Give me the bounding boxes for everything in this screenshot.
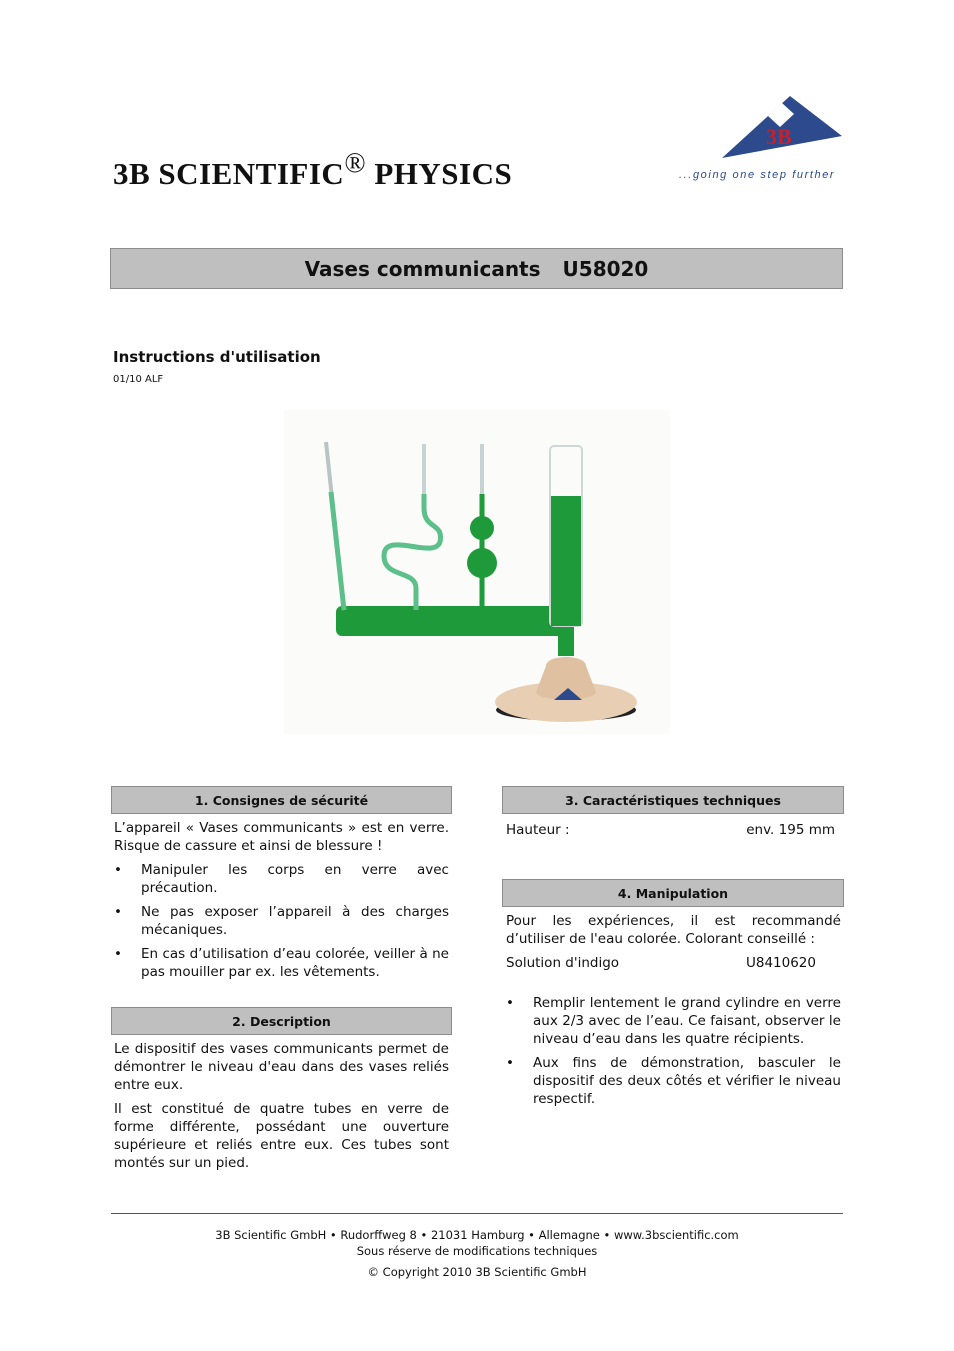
list-item: • Aux fins de démonstration, basculer le dispositif des deux côtés et vérifier le niveau respectif. xyxy=(506,1054,841,1108)
manipulation-section-body xyxy=(506,912,841,978)
description-paragraph: Il est constitué de quatre tubes en verre de forme différente, possédant une ouverture supérieure et reliés entre eux. Ces tubes sont montés sur un pied. xyxy=(114,1101,449,1171)
manipulation-steps xyxy=(506,994,841,1114)
lower-bulb xyxy=(467,548,497,578)
manipulation-intro: Pour les expériences, il est recommandé d’utiliser de l'eau colorée. Colorant conseillé : xyxy=(506,913,841,947)
specs-section-body xyxy=(506,821,835,845)
instructions-heading: Instructions d'utilisation xyxy=(113,348,321,366)
list-item: • Ne pas exposer l’appareil à des charges mécaniques. xyxy=(114,903,449,939)
logo-tagline: ...going one step further xyxy=(679,169,836,181)
product-code: U58020 xyxy=(562,256,649,281)
3b-logo-icon xyxy=(670,92,846,184)
cylinder-water xyxy=(551,496,581,626)
registered-mark: ® xyxy=(344,148,367,179)
description-paragraph: Le dispositif des vases communicants permet de démontrer le niveau d'eau dans des vases reliés entre eux. xyxy=(114,1041,449,1093)
connector-tube xyxy=(336,606,568,636)
footer-notice: Sous réserve de modifications techniques xyxy=(356,1244,598,1258)
footer-copyright: © Copyright 2010 3B Scientific GmbH xyxy=(367,1265,587,1279)
list-item: • En cas d’utilisation d’eau colorée, veiller à ne pas mouiller par ex. les vêtements. xyxy=(114,945,449,981)
safety-list xyxy=(114,861,449,981)
date-code: 01/10 ALF xyxy=(113,374,164,385)
safety-section-body xyxy=(114,819,449,987)
footer-divider xyxy=(111,1213,843,1214)
document-title-bar xyxy=(110,248,843,289)
footer-address: 3B Scientific GmbH • Rudorffweg 8 • 21031 Hamburg • Allemagne • www.3bscientific.com xyxy=(215,1228,739,1242)
description-section-body xyxy=(114,1040,449,1178)
manipulation-list xyxy=(506,994,841,1108)
logo-mark: 3B xyxy=(766,124,792,149)
spec-row xyxy=(506,821,835,839)
product-photo xyxy=(284,410,670,734)
section-heading-manipulation: 4. Manipulation xyxy=(502,879,844,907)
section-heading-specs: 3. Caractéristiques techniques xyxy=(502,786,844,814)
upper-bulb xyxy=(470,516,494,540)
spec-value: env. 195 mm xyxy=(746,822,835,838)
stem-tube xyxy=(558,626,574,656)
product-name: Vases communicants xyxy=(304,256,541,281)
list-item: • Manipuler les corps en verre avec précaution. xyxy=(114,861,449,897)
list-item: • Remplir lentement le grand cylindre en verre aux 2/3 avec de l’eau. Ce faisant, observer le niveau d’eau dans les quatre récipients. xyxy=(506,994,841,1048)
dye-label: Solution d'indigo xyxy=(506,955,620,971)
dye-row xyxy=(506,954,816,972)
section-heading-safety: 1. Consignes de sécurité xyxy=(111,786,452,814)
brand-title xyxy=(113,148,512,192)
spec-label: Hauteur : xyxy=(506,822,570,838)
brand-main: 3B SCIENTIFIC xyxy=(113,156,345,191)
section-heading-description: 2. Description xyxy=(111,1007,452,1035)
brand-suffix: PHYSICS xyxy=(366,156,513,191)
safety-intro: L’appareil « Vases communicants » est en verre. Risque de cassure et ainsi de blessure ! xyxy=(114,820,449,854)
dye-code: U8410620 xyxy=(745,955,816,971)
